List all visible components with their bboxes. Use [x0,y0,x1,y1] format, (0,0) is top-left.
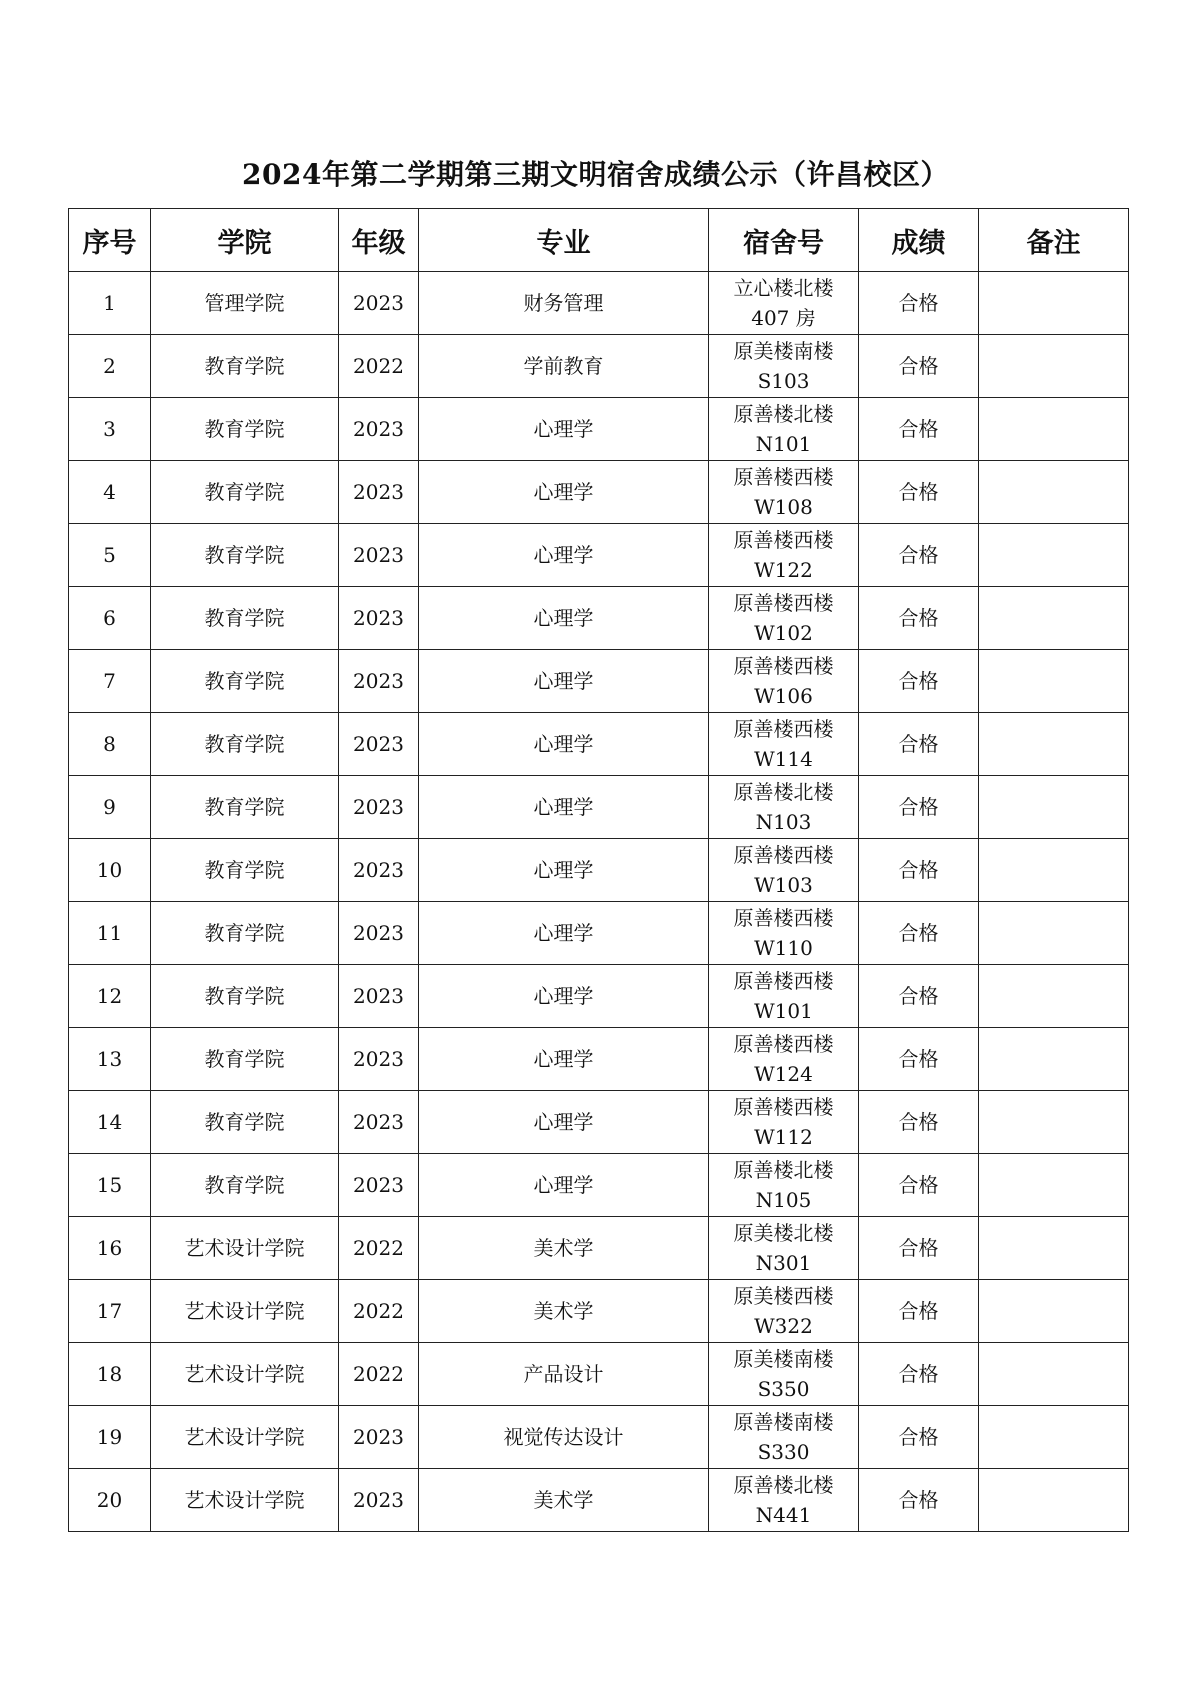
cell-no: 6 [69,587,151,650]
cell-college: 教育学院 [151,335,339,398]
dorm-room: W101 [754,999,813,1023]
cell-college: 教育学院 [151,524,339,587]
dorm-room: W124 [754,1062,813,1086]
cell-grade: 2023 [339,965,419,1028]
cell-remark [979,461,1129,524]
cell-major: 心理学 [419,776,709,839]
cell-score: 合格 [859,587,979,650]
dorm-building: 原善楼西楼 [733,1095,834,1119]
cell-remark [979,1217,1129,1280]
dorm-building: 原善楼西楼 [733,969,834,993]
cell-dorm [709,1469,859,1532]
table-row [69,1091,1129,1154]
dorm-room: N103 [755,810,812,834]
column-header-college: 学院 [151,209,339,272]
cell-dorm [709,839,859,902]
table-row [69,713,1129,776]
cell-no: 7 [69,650,151,713]
cell-no: 11 [69,902,151,965]
cell-college: 管理学院 [151,272,339,335]
cell-score: 合格 [859,713,979,776]
cell-no: 15 [69,1154,151,1217]
dorm-room: W114 [754,747,813,771]
cell-college: 教育学院 [151,713,339,776]
dorm-score-table [68,208,1129,1532]
cell-remark [979,1028,1129,1091]
cell-major: 心理学 [419,587,709,650]
column-header-grade: 年级 [339,209,419,272]
cell-no: 13 [69,1028,151,1091]
cell-dorm [709,1154,859,1217]
cell-remark [979,1469,1129,1532]
cell-grade: 2023 [339,461,419,524]
cell-grade: 2023 [339,272,419,335]
cell-dorm [709,398,859,461]
cell-college: 教育学院 [151,839,339,902]
dorm-building: 原善楼西楼 [733,717,834,741]
cell-major: 视觉传达设计 [419,1406,709,1469]
cell-dorm [709,650,859,713]
cell-major: 心理学 [419,1028,709,1091]
table-row [69,839,1129,902]
cell-score: 合格 [859,1280,979,1343]
cell-remark [979,335,1129,398]
cell-grade: 2022 [339,1217,419,1280]
cell-score: 合格 [859,524,979,587]
table-row [69,1406,1129,1469]
cell-college: 教育学院 [151,902,339,965]
cell-score: 合格 [859,776,979,839]
cell-grade: 2022 [339,1343,419,1406]
dorm-room: N101 [755,432,812,456]
dorm-room: S350 [757,1377,810,1401]
cell-major: 美术学 [419,1469,709,1532]
cell-score: 合格 [859,1343,979,1406]
cell-college: 教育学院 [151,1091,339,1154]
cell-major: 美术学 [419,1217,709,1280]
cell-no: 17 [69,1280,151,1343]
table-row [69,1469,1129,1532]
cell-major: 心理学 [419,1154,709,1217]
cell-score: 合格 [859,1406,979,1469]
cell-no: 5 [69,524,151,587]
cell-remark [979,713,1129,776]
dorm-building: 原善楼北楼 [733,1158,834,1182]
cell-major: 心理学 [419,650,709,713]
cell-no: 20 [69,1469,151,1532]
cell-major: 产品设计 [419,1343,709,1406]
dorm-room: S103 [757,369,810,393]
cell-college: 艺术设计学院 [151,1469,339,1532]
cell-dorm [709,1217,859,1280]
cell-major: 心理学 [419,965,709,1028]
cell-dorm [709,461,859,524]
table-row [69,1217,1129,1280]
dorm-room: W122 [754,558,813,582]
cell-score: 合格 [859,335,979,398]
cell-college: 艺术设计学院 [151,1343,339,1406]
cell-remark [979,1091,1129,1154]
cell-no: 8 [69,713,151,776]
cell-dorm [709,335,859,398]
dorm-room: N105 [755,1188,812,1212]
table-row [69,1154,1129,1217]
cell-college: 艺术设计学院 [151,1280,339,1343]
cell-score: 合格 [859,1154,979,1217]
table-row [69,398,1129,461]
column-header-remark: 备注 [979,209,1129,272]
dorm-building: 原善楼北楼 [733,780,834,804]
cell-dorm [709,272,859,335]
table-row [69,902,1129,965]
table-row [69,272,1129,335]
cell-college: 教育学院 [151,650,339,713]
dorm-building: 原善楼西楼 [733,1032,834,1056]
cell-college: 教育学院 [151,1154,339,1217]
cell-dorm [709,1343,859,1406]
dorm-room: W102 [754,621,813,645]
cell-dorm [709,776,859,839]
dorm-room: W322 [754,1314,813,1338]
cell-remark [979,1154,1129,1217]
cell-remark [979,1280,1129,1343]
table-row [69,1028,1129,1091]
cell-college: 教育学院 [151,1028,339,1091]
cell-grade: 2022 [339,1280,419,1343]
cell-no: 12 [69,965,151,1028]
cell-grade: 2023 [339,1154,419,1217]
cell-major: 财务管理 [419,272,709,335]
cell-grade: 2023 [339,839,419,902]
cell-grade: 2023 [339,1091,419,1154]
cell-remark [979,524,1129,587]
dorm-building: 原善楼北楼 [733,1473,834,1497]
dorm-building: 原美楼北楼 [733,1221,834,1245]
cell-dorm [709,713,859,776]
dorm-room: W106 [754,684,813,708]
dorm-building: 原善楼西楼 [733,528,834,552]
cell-score: 合格 [859,650,979,713]
dorm-room: N441 [755,1503,812,1527]
table-row [69,965,1129,1028]
dorm-building: 原善楼南楼 [733,1410,834,1434]
dorm-building: 原美楼南楼 [733,1347,834,1371]
cell-college: 教育学院 [151,461,339,524]
dorm-room: 407 房 [751,306,816,330]
cell-remark [979,776,1129,839]
dorm-building: 原善楼西楼 [733,654,834,678]
cell-no: 14 [69,1091,151,1154]
cell-grade: 2023 [339,1028,419,1091]
cell-score: 合格 [859,1091,979,1154]
cell-score: 合格 [859,902,979,965]
cell-score: 合格 [859,398,979,461]
cell-major: 心理学 [419,902,709,965]
table-row [69,1280,1129,1343]
table-body [69,272,1129,1532]
cell-major: 心理学 [419,524,709,587]
cell-remark [979,272,1129,335]
cell-score: 合格 [859,965,979,1028]
cell-college: 教育学院 [151,587,339,650]
cell-score: 合格 [859,1217,979,1280]
cell-no: 19 [69,1406,151,1469]
dorm-building: 立心楼北楼 [733,276,834,300]
cell-grade: 2023 [339,524,419,587]
cell-no: 16 [69,1217,151,1280]
cell-score: 合格 [859,272,979,335]
dorm-building: 原善楼西楼 [733,843,834,867]
cell-no: 2 [69,335,151,398]
cell-major: 心理学 [419,461,709,524]
column-header-no: 序号 [69,209,151,272]
dorm-room: W112 [754,1125,813,1149]
cell-dorm [709,587,859,650]
dorm-building: 原善楼西楼 [733,465,834,489]
table-header-row [69,209,1129,272]
cell-college: 教育学院 [151,965,339,1028]
column-header-score: 成绩 [859,209,979,272]
cell-no: 1 [69,272,151,335]
cell-no: 4 [69,461,151,524]
dorm-building: 原美楼西楼 [733,1284,834,1308]
cell-major: 学前教育 [419,335,709,398]
cell-grade: 2023 [339,713,419,776]
cell-grade: 2023 [339,587,419,650]
column-header-dorm: 宿舍号 [709,209,859,272]
dorm-room: W110 [754,936,813,960]
cell-major: 心理学 [419,713,709,776]
dorm-room: W103 [754,873,813,897]
dorm-room: N301 [755,1251,812,1275]
cell-remark [979,650,1129,713]
cell-remark [979,1343,1129,1406]
dorm-building: 原善楼北楼 [733,402,834,426]
table-row [69,524,1129,587]
cell-dorm [709,1280,859,1343]
dorm-room: W108 [754,495,813,519]
cell-major: 心理学 [419,839,709,902]
cell-dorm [709,1028,859,1091]
dorm-building: 原善楼西楼 [733,591,834,615]
table-row [69,335,1129,398]
cell-grade: 2023 [339,902,419,965]
dorm-building: 原善楼西楼 [733,906,834,930]
table-row [69,461,1129,524]
cell-major: 心理学 [419,1091,709,1154]
dorm-building: 原美楼南楼 [733,339,834,363]
table-row [69,587,1129,650]
cell-major: 美术学 [419,1280,709,1343]
cell-remark [979,587,1129,650]
cell-college: 艺术设计学院 [151,1217,339,1280]
cell-no: 10 [69,839,151,902]
page-title: 2024年第二学期第三期文明宿舍成绩公示（许昌校区） [242,158,949,191]
dorm-room: S330 [757,1440,810,1464]
cell-no: 3 [69,398,151,461]
cell-grade: 2023 [339,650,419,713]
cell-grade: 2022 [339,335,419,398]
column-header-major: 专业 [419,209,709,272]
cell-college: 艺术设计学院 [151,1406,339,1469]
cell-score: 合格 [859,839,979,902]
cell-college: 教育学院 [151,776,339,839]
cell-remark [979,965,1129,1028]
cell-dorm [709,1091,859,1154]
cell-grade: 2023 [339,776,419,839]
cell-remark [979,1406,1129,1469]
table-row [69,650,1129,713]
cell-college: 教育学院 [151,398,339,461]
cell-dorm [709,524,859,587]
cell-score: 合格 [859,1028,979,1091]
table-row [69,776,1129,839]
cell-major: 心理学 [419,398,709,461]
cell-score: 合格 [859,461,979,524]
table-row [69,1343,1129,1406]
cell-no: 18 [69,1343,151,1406]
cell-remark [979,839,1129,902]
cell-no: 9 [69,776,151,839]
cell-dorm [709,902,859,965]
cell-dorm [709,1406,859,1469]
cell-score: 合格 [859,1469,979,1532]
cell-grade: 2023 [339,398,419,461]
cell-grade: 2023 [339,1406,419,1469]
cell-remark [979,398,1129,461]
cell-remark [979,902,1129,965]
cell-dorm [709,965,859,1028]
cell-grade: 2023 [339,1469,419,1532]
